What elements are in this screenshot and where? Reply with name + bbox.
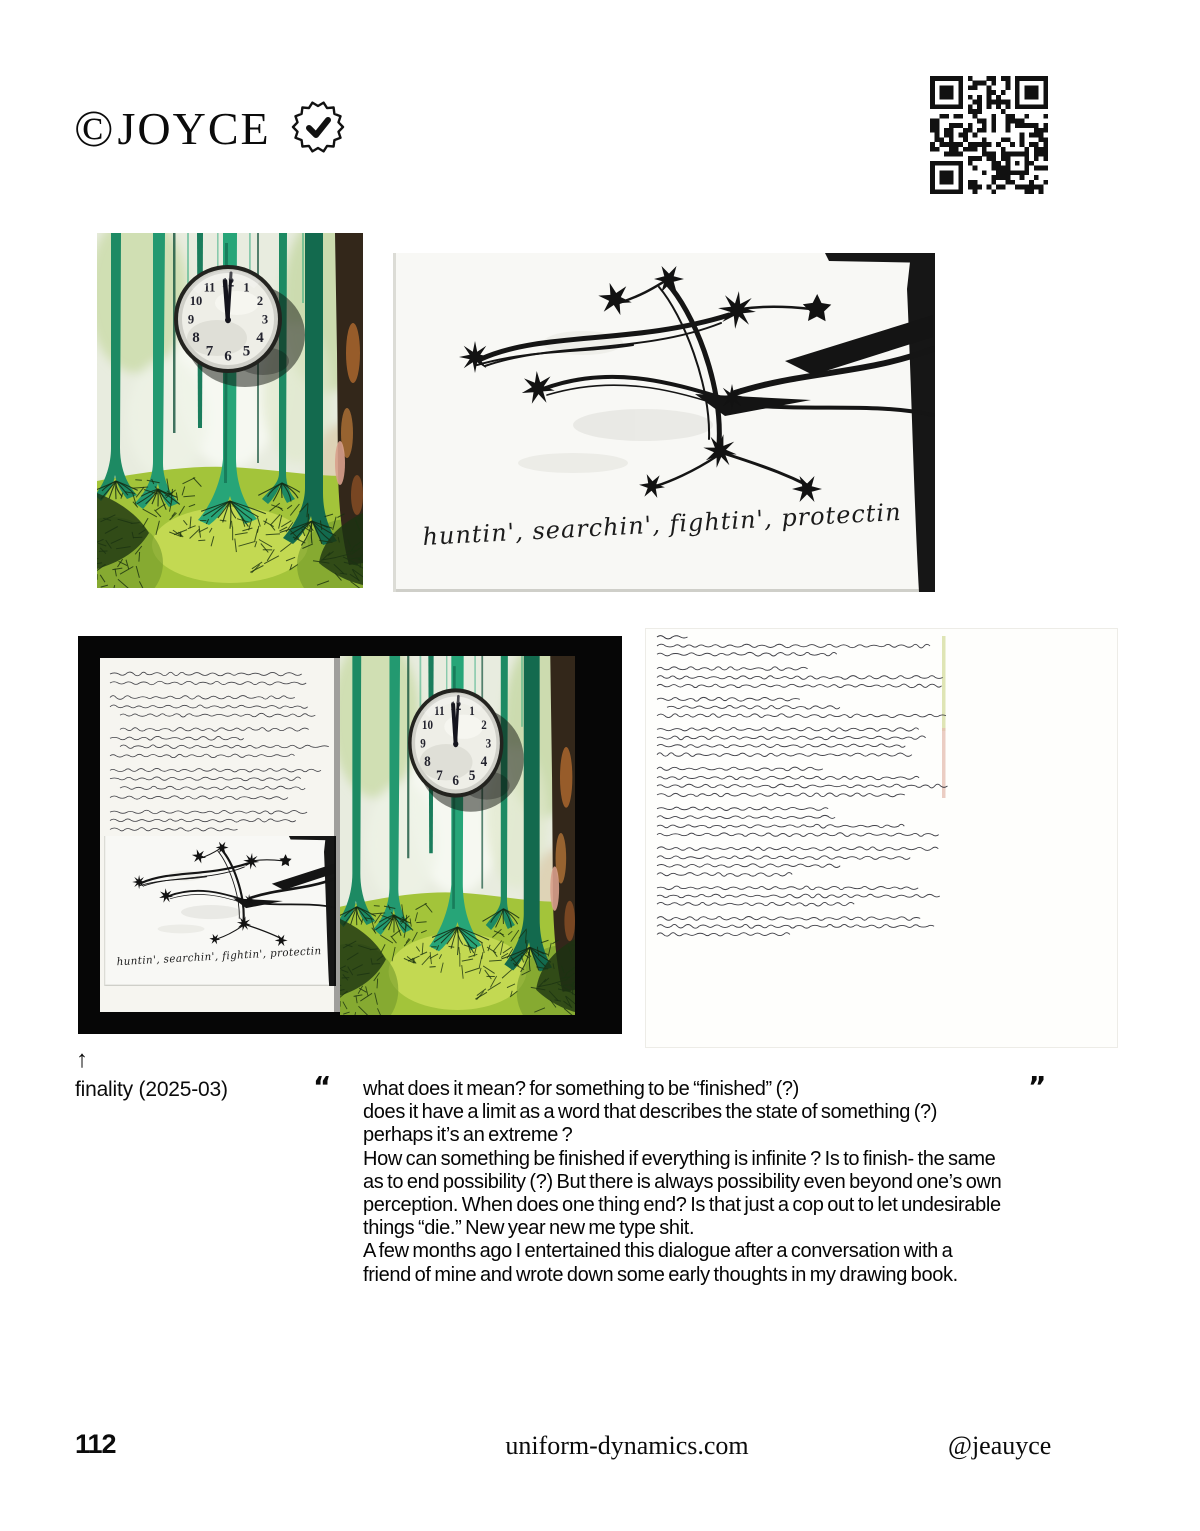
quote-line: friend of mine and wrote down some early thoughts in my drawing book. <box>363 1263 958 1286</box>
brand-name: JOYCE <box>117 103 271 154</box>
artwork-stars-drawing <box>393 253 935 592</box>
quote-line: what does it mean? for something to be “finished” (?) <box>363 1078 799 1100</box>
quote-line: as to end possibility (?) But there is always possibility even beyond one’s own <box>363 1170 1002 1193</box>
close-quote-mark: ” <box>1028 1070 1047 1103</box>
verified-check-badge-icon <box>290 99 346 155</box>
site-link[interactable]: uniform-dynamics.com <box>505 1431 749 1460</box>
artwork-journal-scan <box>645 628 1118 1048</box>
quote-line: How can something be finished if everything is infinite ? Is to finish- the same <box>363 1147 996 1170</box>
sketchbook-gutter <box>334 658 340 1012</box>
quote-line: A few months ago I entertained this dialogue after a conversation with a <box>363 1240 953 1263</box>
sketchbook-left-page <box>100 658 340 1012</box>
quote-line: perception. When does one thing end? Is that just a cop out to let undesirable <box>363 1194 1001 1217</box>
quote-line: does it have a limit as a word that describes the state of something (?) <box>363 1101 938 1124</box>
social-handle-link[interactable]: @jeauyce <box>948 1431 1052 1460</box>
open-quote-mark: “ <box>313 1070 332 1103</box>
qr-code <box>930 75 1048 195</box>
page-number: 112 <box>75 1429 116 1459</box>
artwork-sketchbook-photo <box>78 636 622 1034</box>
quote-text <box>363 1078 1023 1287</box>
brand-logo <box>74 100 271 159</box>
artwork-title: finality (2025-03) <box>75 1078 228 1101</box>
quote-line: things “die.” New year new me type shit. <box>363 1217 695 1240</box>
up-arrow: ↑ <box>76 1046 88 1073</box>
sketchbook-right-page-painting <box>306 636 608 1034</box>
journal-edge-green <box>942 636 946 731</box>
journal-paper <box>646 629 1118 1048</box>
artwork-forest-clock-painting <box>97 233 363 588</box>
quote-line: perhaps it’s an extreme ? <box>363 1124 573 1147</box>
copyright-mark: © <box>74 101 118 158</box>
